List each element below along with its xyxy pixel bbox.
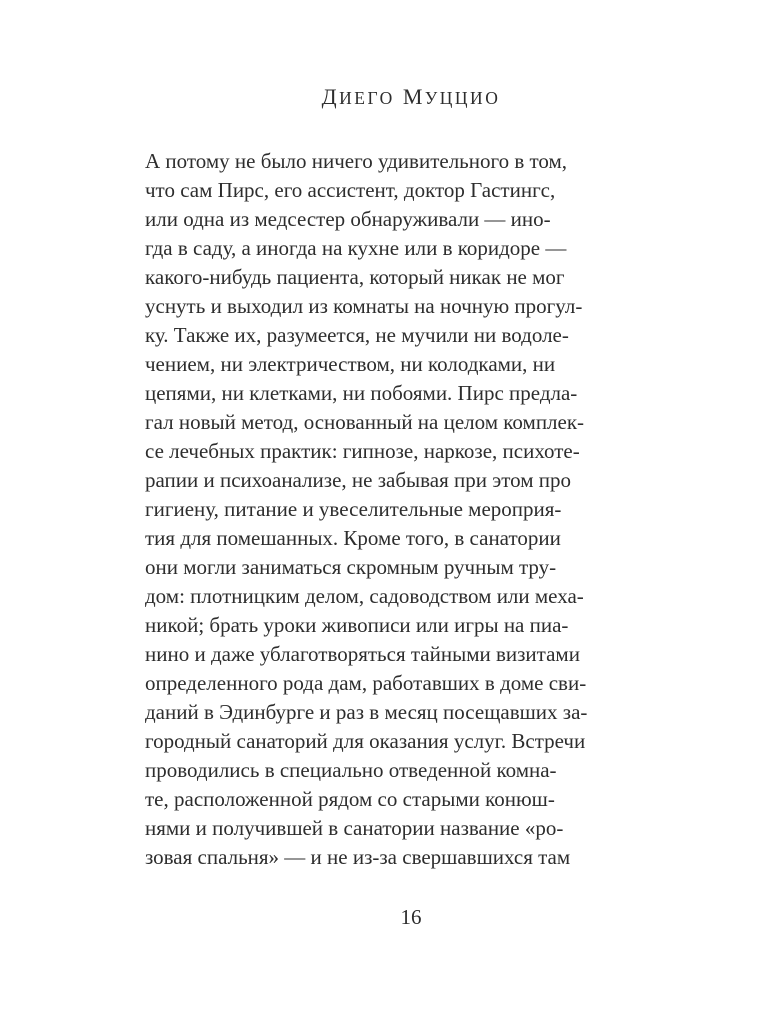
text-line: дом: плотницким делом, садоводством или меха- bbox=[145, 584, 584, 608]
author-initial-1: Д bbox=[321, 84, 340, 109]
text-line: гигиену, питание и увеселительные мероприя- bbox=[145, 497, 562, 521]
text-line: гда в саду, а иногда на кухне или в коридоре — bbox=[145, 236, 567, 260]
text-line: нями и получившей в санатории название «ро- bbox=[145, 816, 564, 840]
page-number: 16 bbox=[400, 905, 422, 929]
text-line: какого-нибудь пациента, который никак не мог bbox=[145, 265, 565, 289]
author-initial-2: М bbox=[402, 84, 425, 109]
text-line: даний в Эдинбурге и раз в месяц посещавших за- bbox=[145, 700, 588, 724]
text-line: се лечебных практик: гипнозе, наркозе, психоте- bbox=[145, 439, 580, 463]
text-line: тия для помешанных. Кроме того, в санатории bbox=[145, 526, 561, 550]
text-line: уснуть и выходил из комнаты на ночную прогул- bbox=[145, 294, 583, 318]
text-line: они могли заниматься скромным ручным тру- bbox=[145, 555, 557, 579]
author-name-word-1 bbox=[321, 84, 395, 109]
text-line: нино и даже ублаготворяться тайными визитами bbox=[145, 642, 580, 666]
text-line: зовая спальня» — и не из-за свершавшихся там bbox=[145, 845, 571, 869]
text-line: рапии и психоанализе, не забывая при этом про bbox=[145, 468, 571, 492]
author-name-word-2 bbox=[402, 84, 501, 109]
text-line: чением, ни электричеством, ни колодками, ни bbox=[145, 352, 556, 376]
text-line: ку. Также их, разумеется, не мучили ни водоле- bbox=[145, 323, 569, 347]
text-line: те, расположенной рядом со старыми конюш- bbox=[145, 787, 555, 811]
text-line: А потому не было ничего удивительного в том, bbox=[145, 149, 568, 173]
text-line: что сам Пирс, его ассистент, доктор Гастингс, bbox=[145, 178, 556, 202]
author-rest-2: УЦЦИО bbox=[424, 88, 501, 108]
author-rest-1: ИЕГО bbox=[339, 88, 395, 108]
text-line: городный санаторий для оказания услуг. Встречи bbox=[145, 729, 586, 753]
text-line: гал новый метод, основанный на целом комплек- bbox=[145, 410, 585, 434]
text-line: определенного рода дам, работавших в доме сви- bbox=[145, 671, 587, 695]
text-line: никой; брать уроки живописи или игры на пиа- bbox=[145, 613, 569, 637]
text-line: цепями, ни клетками, ни побоями. Пирс предла- bbox=[145, 381, 578, 405]
running-header bbox=[145, 84, 677, 110]
text-line: или одна из медсестер обнаруживали — ино- bbox=[145, 207, 551, 231]
text-line: проводились в специально отведенной комна- bbox=[145, 758, 557, 782]
body-paragraph bbox=[145, 147, 677, 872]
